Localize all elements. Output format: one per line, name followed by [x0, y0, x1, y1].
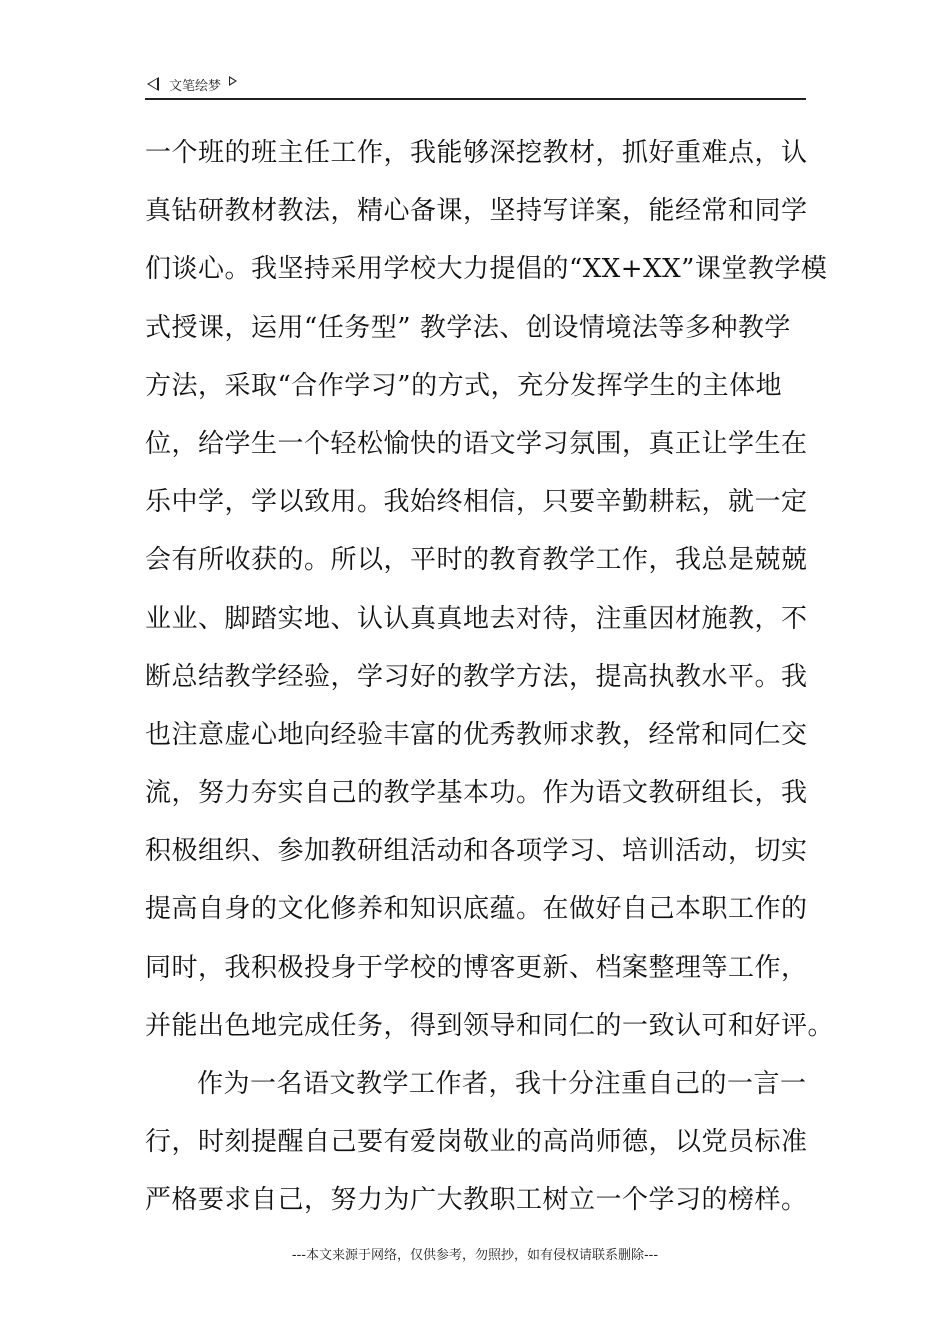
- text-line: 真钻研教材教法，精心备课，坚持写详案，能经常和同学: [145, 196, 808, 227]
- text-line: 行，时刻提醒自己要有爱岗敬业的高尚师德，以党员标准: [145, 1127, 808, 1158]
- text-line: 们谈心。我坚持采用学校大力提倡的“XX+XX”课堂教学模: [145, 254, 828, 285]
- left-triangle-icon: [147, 77, 159, 91]
- text-line: 业业、脚踏实地、认认真真地去对待，注重因材施教，不: [145, 603, 808, 634]
- text-line: 方法，采取“合作学习”的方式，充分发挥学生的主体地: [145, 370, 783, 401]
- text-line: 流，努力夯实自己的教学基本功。作为语文教研组长，我: [145, 778, 808, 809]
- text-line: 一个班的班主任工作，我能够深挖教材，抓好重难点，认: [145, 138, 808, 168]
- text-line: 式授课，运用“任务型” 教学法、创设情境法等多种教学: [145, 312, 791, 343]
- document-body: [145, 124, 835, 1230]
- page-header: [145, 70, 806, 100]
- text-line: 位，给学生一个轻松愉快的语文学习氛围，真正让学生在: [145, 428, 808, 459]
- header-title: 文笔绘梦: [169, 78, 222, 94]
- text-line: 提高自身的文化修养和知识底蕴。在做好自己本职工作的: [145, 894, 808, 925]
- text-line: 积极组织、参加教研组活动和各项学习、培训活动，切实: [145, 836, 808, 867]
- text-line: 同时，我积极投身于学校的博客更新、档案整理等工作，: [145, 952, 808, 983]
- text-line: 严格要求自己，努力为广大教职工树立一个学习的榜样。: [145, 1185, 808, 1216]
- text-line: 乐中学，学以致用。我始终相信，只要辛勤耕耘，就一定: [145, 487, 808, 518]
- footer-notice: ---本文来源于网络，仅供参考，勿照抄，如有侵权请联系删除---: [291, 1248, 659, 1263]
- right-triangle-icon: [229, 76, 237, 86]
- paragraph-start-line: 作为一名语文教学工作者，我十分注重自己的一言一: [197, 1069, 807, 1099]
- text-line: 会有所收获的。所以，平时的教育教学工作，我总是兢兢: [145, 545, 808, 576]
- text-line: 断总结教学经验，学习好的教学方法，提高执教水平。我: [145, 661, 808, 692]
- text-line: 也注意虚心地向经验丰富的优秀教师求教，经常和同仁交: [145, 719, 808, 750]
- text-line: 并能出色地完成任务，得到领导和同仁的一致认可和好评。: [145, 1010, 835, 1041]
